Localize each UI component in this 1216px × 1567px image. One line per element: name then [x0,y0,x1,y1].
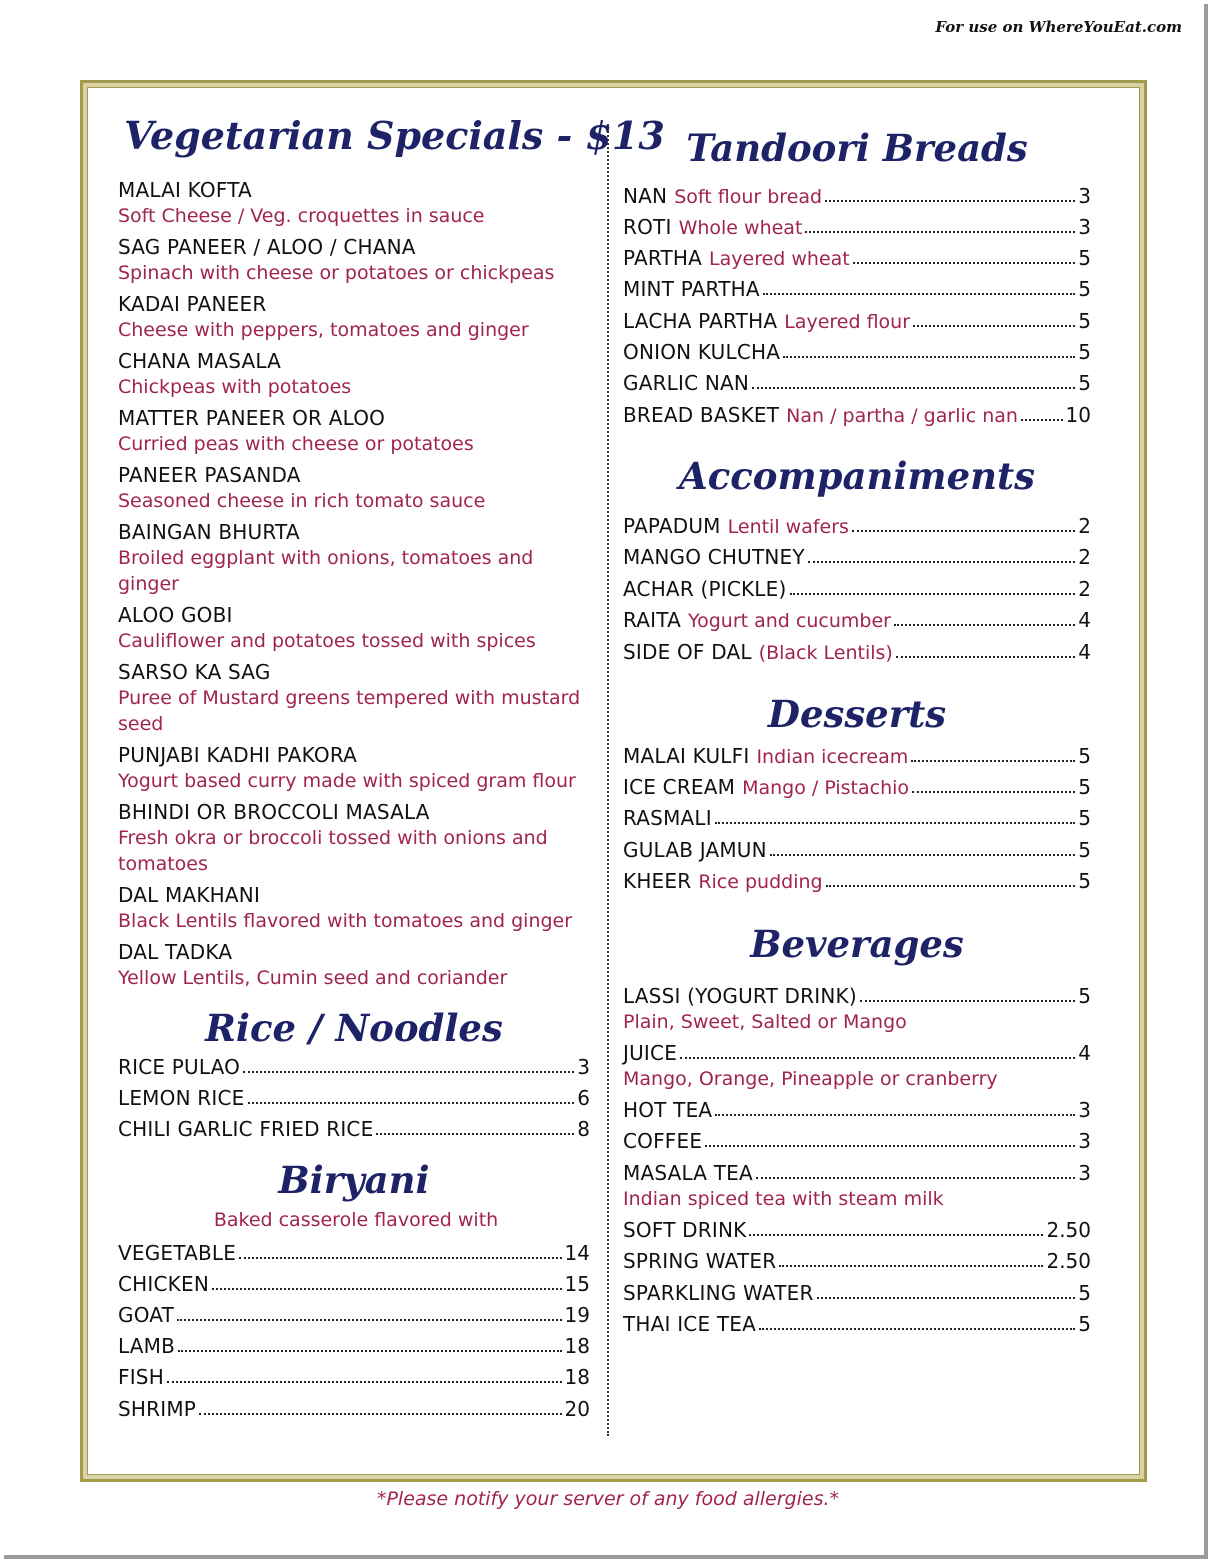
bread-row [623,245,1091,271]
vegetarian-item-name: DAL MAKHANI [118,883,261,907]
vegetarian-item-name: BAINGAN BHURTA [118,520,300,544]
item-name: SHRIMP [118,1397,197,1421]
dot-leader [913,324,1075,327]
item-name: THAI ICE TEA [623,1312,756,1336]
biryani-row [118,1271,590,1297]
dot-leader [911,759,1075,762]
dot-leader [705,1144,1075,1147]
item-name: NAN [623,184,668,208]
dessert-row [623,868,1091,894]
vegetarian-item-description: Cauliflower and potatoes tossed with spices [118,630,536,652]
dot-leader [759,1327,1075,1330]
item-price: 2 [1078,545,1091,569]
item-name: MINT PARTHA [623,277,760,301]
dot-leader [860,999,1075,1002]
item-description: Yogurt and cucumber [688,610,891,632]
biryani-row [118,1302,590,1328]
item-name: HOT TEA [623,1098,713,1122]
beverage-row [623,1217,1091,1243]
dot-leader [756,1176,1075,1179]
biryani-row [118,1240,590,1266]
item-price: 14 [564,1241,590,1265]
vegetarian-item-name: PUNJABI KADHI PAKORA [118,743,357,767]
dot-leader [248,1101,575,1104]
item-name: CHICKEN [118,1272,209,1296]
item-price: 3 [1078,184,1091,208]
item-price: 5 [1078,1281,1091,1305]
item-name: SPARKLING WATER [623,1281,814,1305]
dessert-row [623,805,1091,831]
item-price: 5 [1078,838,1091,862]
dot-leader [783,355,1075,358]
vegetarian-item-description: Curried peas with cheese or potatoes [118,433,474,455]
item-price: 3 [577,1055,590,1079]
dot-leader [1021,418,1063,421]
item-name: ACHAR (PICKLE) [623,577,787,601]
vegetarian-item-description: Fresh okra or broccoli tossed with onions and tomatoes [118,827,548,875]
beverages-heading: Beverages [750,922,964,966]
item-name: LAMB [118,1334,176,1358]
vegetarian-item-name: MALAI KOFTA [118,178,252,202]
item-price: 5 [1078,246,1091,270]
dot-leader [763,292,1076,295]
item-price: 5 [1078,869,1091,893]
vegetarian-item-description: Broiled eggplant with onions, tomatoes and ginger [118,547,534,595]
item-name: FISH [118,1365,164,1389]
item-price: 18 [564,1365,590,1389]
dot-leader [752,386,1075,389]
item-name: SOFT DRINK [623,1218,747,1242]
allergy-notice: *Please notify your server of any food allergies.* [376,1488,840,1510]
item-price: 2.50 [1046,1218,1091,1242]
vegetarian-item-description: Cheese with peppers, tomatoes and ginger [118,319,529,341]
item-description: Layered flour [784,311,911,333]
item-price: 5 [1078,371,1091,395]
dessert-row [623,743,1091,769]
beverage-row [623,1311,1091,1337]
item-name: SPRING WATER [623,1249,777,1273]
dot-leader [243,1070,574,1073]
dot-leader [805,230,1075,233]
item-name: RICE PULAO [118,1055,241,1079]
item-description: Soft flour bread [674,186,823,208]
biryani-heading: Biryani [278,1158,430,1202]
accompaniment-row [623,639,1091,665]
item-name: GULAB JAMUN [623,838,767,862]
item-price: 3 [1078,1161,1091,1185]
accompaniment-row [623,607,1091,633]
vegetarian-item-description: Yogurt based curry made with spiced gram flour [118,770,576,792]
item-price: 2.50 [1046,1249,1091,1273]
item-name: GARLIC NAN [623,371,750,395]
item-price: 4 [1078,608,1091,632]
tandoori-breads-heading: Tandoori Breads [686,126,1028,170]
item-description: Indian icecream [756,746,909,768]
item-price: 3 [1078,215,1091,239]
dot-leader [376,1132,574,1135]
item-name: CHILI GARLIC FRIED RICE [118,1117,374,1141]
item-name: RASMALI [623,806,712,830]
vegetarian-item-description: Puree of Mustard greens tempered with mustard seed [118,687,581,735]
accompaniment-row [623,544,1091,570]
dot-leader [715,821,1075,824]
item-name: ONION KULCHA [623,340,781,364]
item-price: 3 [1078,1098,1091,1122]
item-name: ICE CREAM [623,775,736,799]
item-description: Whole wheat [678,217,803,239]
item-price: 5 [1078,806,1091,830]
dot-leader [199,1412,562,1415]
beverage-row [623,1280,1091,1306]
dot-leader [715,1113,1075,1116]
vegetarian-item-name: BHINDI OR BROCCOLI MASALA [118,800,430,824]
bread-row [623,308,1091,334]
bread-row [623,183,1091,209]
vegetarian-item-name: PANEER PASANDA [118,463,301,487]
item-name: COFFEE [623,1129,703,1153]
item-price: 20 [564,1397,590,1421]
vegetarian-item-description: Spinach with cheese or potatoes or chickpeas [118,262,555,284]
dot-leader [779,1264,1043,1267]
item-name: SIDE OF DAL [623,640,752,664]
item-price: 5 [1078,277,1091,301]
rice-row [118,1054,590,1080]
vegetarian-item-description: Soft Cheese / Veg. croquettes in sauce [118,205,485,227]
dot-leader [852,529,1075,532]
item-price: 5 [1078,775,1091,799]
beverage-row [623,1248,1091,1274]
dot-leader [790,592,1076,595]
item-description: Rice pudding [698,871,823,893]
dot-leader [167,1380,562,1383]
item-name: KHEER [623,869,692,893]
bread-row [623,339,1091,365]
dot-leader [896,655,1075,658]
vegetarian-heading: Vegetarian Specials - $13 [124,113,665,158]
vegetarian-item-description: Black Lentils flavored with tomatoes and ginger [118,910,573,932]
rice-noodles-heading: Rice / Noodles [205,1006,503,1050]
item-name: RAITA [623,608,682,632]
vegetarian-item-name: SARSO KA SAG [118,660,271,684]
item-price: 18 [564,1334,590,1358]
item-price: 10 [1065,403,1091,427]
item-price: 19 [564,1303,590,1327]
beverage-row [623,1160,1091,1186]
dot-leader [239,1256,561,1259]
item-price: 2 [1078,514,1091,538]
beverage-sub-description: Mango, Orange, Pineapple or cranberry [623,1068,998,1090]
rice-row [118,1116,590,1142]
dot-leader [808,560,1075,563]
dot-leader [749,1233,1043,1236]
dot-leader [680,1056,1075,1059]
item-price: 2 [1078,577,1091,601]
beverage-sub-description: Indian spiced tea with steam milk [623,1188,944,1210]
item-price: 4 [1078,1041,1091,1065]
item-name: MASALA TEA [623,1161,753,1185]
item-name: PAPADUM [623,514,721,538]
dot-leader [853,261,1076,264]
item-name: MANGO CHUTNEY [623,545,805,569]
biryani-row [118,1333,590,1359]
beverage-row [623,1040,1091,1066]
dot-leader [177,1318,562,1321]
item-price: 5 [1078,984,1091,1008]
site-credit: For use on WhereYouEat.com [935,18,1182,36]
accompaniments-heading: Accompaniments [679,454,1035,498]
item-price: 5 [1078,1312,1091,1336]
bread-row [623,214,1091,240]
vegetarian-item-description: Seasoned cheese in rich tomato sauce [118,490,486,512]
dot-leader [826,884,1076,887]
dot-leader [770,853,1075,856]
item-description: Layered wheat [709,248,850,270]
vegetarian-item-name: DAL TADKA [118,940,233,964]
dot-leader [825,199,1075,202]
vegetarian-item-name: ALOO GOBI [118,603,233,627]
dot-leader [178,1349,561,1352]
desserts-heading: Desserts [767,692,947,736]
item-name: LEMON RICE [118,1086,245,1110]
item-name: VEGETABLE [118,1241,237,1265]
item-name: JUICE [623,1041,678,1065]
item-price: 8 [577,1117,590,1141]
vegetarian-item-description: Yellow Lentils, Cumin seed and coriander [118,967,508,989]
beverage-row [623,1097,1091,1123]
bread-row [623,276,1091,302]
biryani-note: Baked casserole flavored with [213,1209,499,1231]
item-name: ROTI [623,215,672,239]
dessert-row [623,837,1091,863]
item-price: 3 [1078,1129,1091,1153]
item-price: 15 [564,1272,590,1296]
biryani-row [118,1396,590,1422]
item-price: 5 [1078,309,1091,333]
item-price: 4 [1078,640,1091,664]
vegetarian-item-name: SAG PANEER / ALOO / CHANA [118,235,416,259]
bread-row [623,370,1091,396]
item-description: Mango / Pistachio [742,777,910,799]
biryani-row [118,1364,590,1390]
item-price: 5 [1078,744,1091,768]
dot-leader [212,1287,562,1290]
item-description: Nan / partha / garlic nan [786,405,1018,427]
item-price: 6 [577,1086,590,1110]
vegetarian-item-description: Chickpeas with potatoes [118,376,352,398]
item-name: MALAI KULFI [623,744,750,768]
item-description: Lentil wafers [727,516,849,538]
beverage-sub-description: Plain, Sweet, Salted or Mango [623,1011,907,1033]
dot-leader [894,623,1075,626]
accompaniment-row [623,576,1091,602]
item-name: GOAT [118,1303,175,1327]
item-name: PARTHA [623,246,703,270]
accompaniment-row [623,513,1091,539]
item-description: (Black Lentils) [758,642,893,664]
dot-leader [817,1296,1076,1299]
item-name: LASSI (YOGURT DRINK) [623,984,857,1008]
rice-row [118,1085,590,1111]
dot-leader [912,790,1075,793]
vegetarian-item-name: KADAI PANEER [118,292,267,316]
bread-row [623,402,1091,428]
item-price: 5 [1078,340,1091,364]
dessert-row [623,774,1091,800]
vegetarian-item-name: MATTER PANEER OR ALOO [118,406,386,430]
item-name: LACHA PARTHA [623,309,778,333]
beverage-row [623,1128,1091,1154]
vegetarian-item-name: CHANA MASALA [118,349,282,373]
item-name: BREAD BASKET [623,403,780,427]
beverage-row [623,983,1091,1009]
column-divider [607,124,609,1436]
